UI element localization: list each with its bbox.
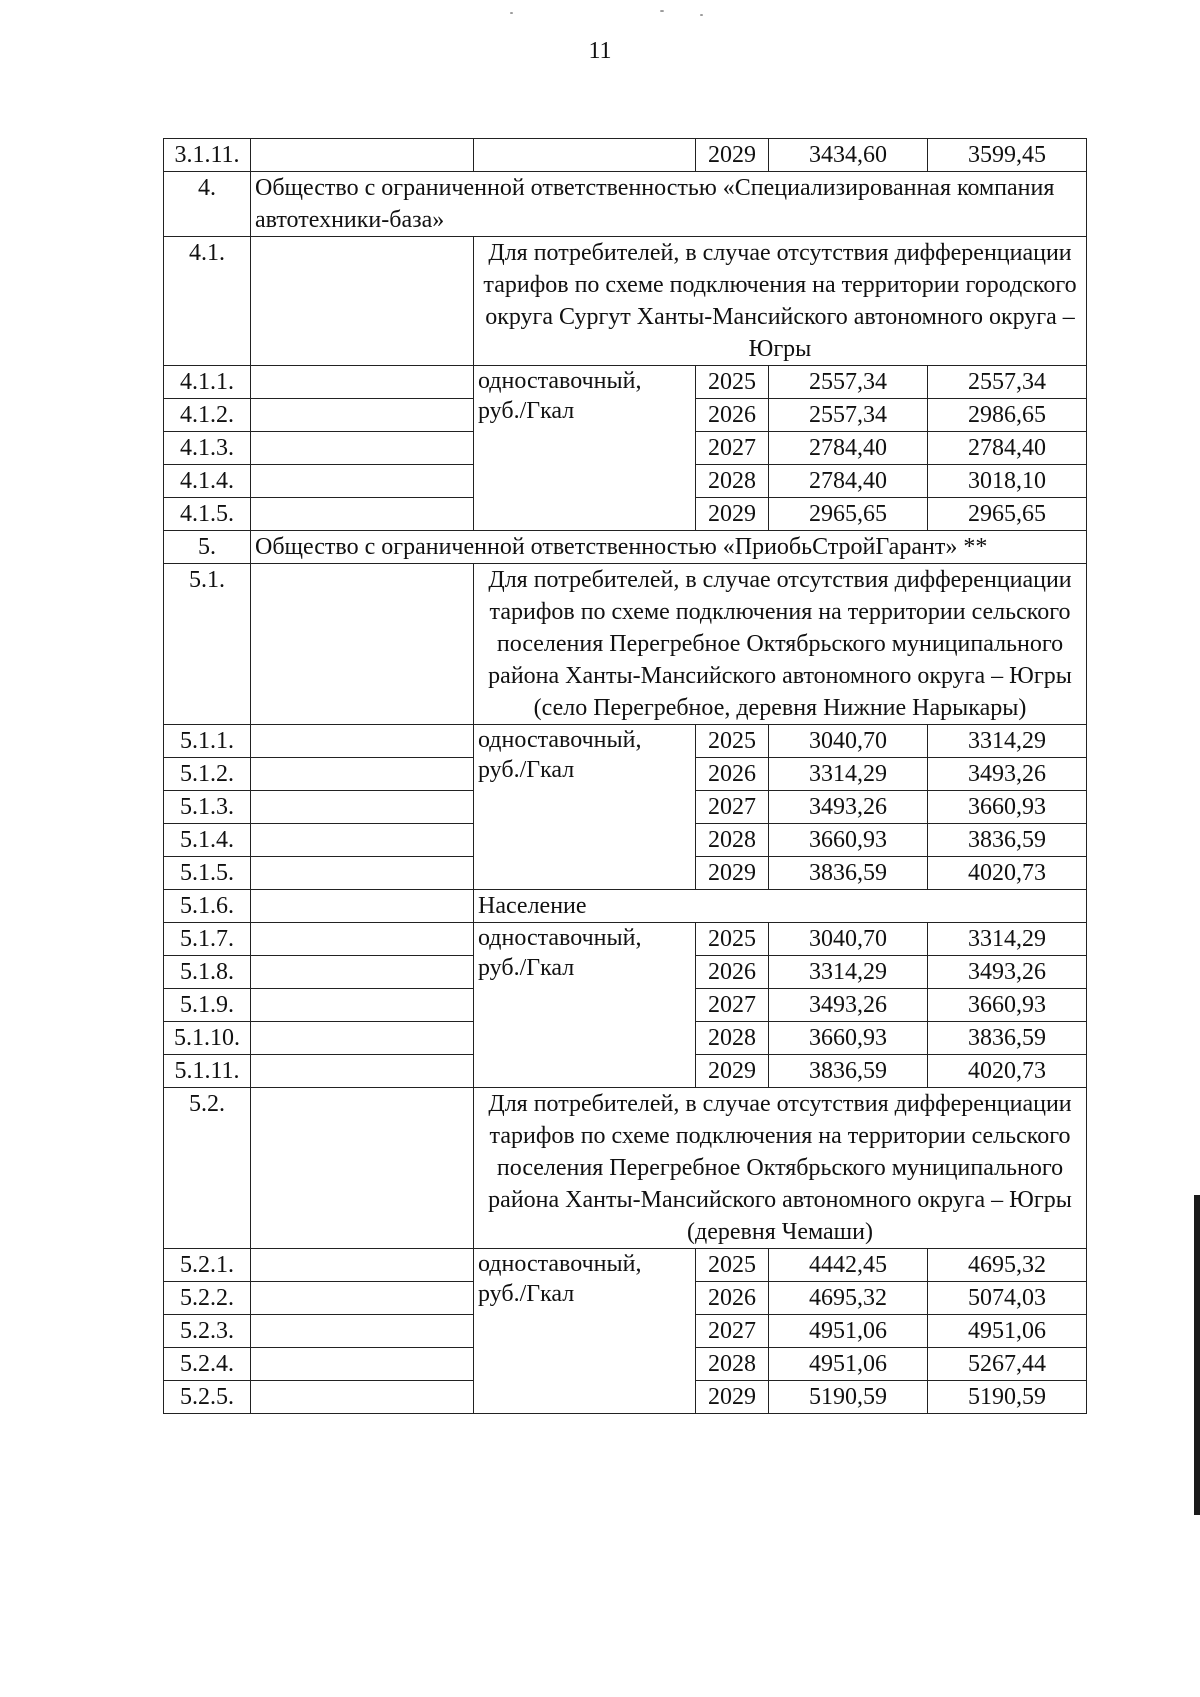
empty-cell bbox=[251, 1055, 474, 1088]
empty-cell bbox=[251, 923, 474, 956]
empty-cell bbox=[251, 399, 474, 432]
year-cell: 2027 bbox=[696, 791, 769, 824]
tariff-value-2: 3660,93 bbox=[928, 989, 1087, 1022]
tariff-value-2: 2965,65 bbox=[928, 498, 1087, 531]
row-number: 5.2.1. bbox=[164, 1249, 251, 1282]
row-number: 4.1.1. bbox=[164, 366, 251, 399]
table-row bbox=[164, 139, 1087, 172]
row-number: 3.1.11. bbox=[164, 139, 251, 172]
empty-cell bbox=[251, 139, 474, 172]
table-row bbox=[164, 1249, 1087, 1282]
row-number: 4.1.4. bbox=[164, 465, 251, 498]
organization-name: Общество с ограниченной ответственностью «ПриобьСтройГарант» ** bbox=[251, 531, 1087, 564]
scan-speck bbox=[700, 14, 703, 16]
year-cell: 2029 bbox=[696, 857, 769, 890]
tariff-value-1: 3836,59 bbox=[769, 857, 928, 890]
tariff-value-1: 3434,60 bbox=[769, 139, 928, 172]
empty-cell bbox=[251, 366, 474, 399]
consumer-description: Для потребителей, в случае отсутствия дифференциации тарифов по схеме подключения на территории городского округа Сургут Ханты-Мансийского автономного округа – Югры bbox=[474, 237, 1087, 366]
tariff-value-2: 2784,40 bbox=[928, 432, 1087, 465]
empty-cell bbox=[251, 725, 474, 758]
table-row bbox=[164, 725, 1087, 758]
tariff-value-2: 3314,29 bbox=[928, 923, 1087, 956]
scan-edge-bar bbox=[1194, 1195, 1200, 1515]
year-cell: 2028 bbox=[696, 465, 769, 498]
empty-cell bbox=[251, 956, 474, 989]
year-cell: 2029 bbox=[696, 1055, 769, 1088]
row-number: 5.1. bbox=[164, 564, 251, 725]
empty-cell bbox=[251, 791, 474, 824]
row-number: 5.2.2. bbox=[164, 1282, 251, 1315]
tariff-value-1: 2557,34 bbox=[769, 366, 928, 399]
table-row bbox=[164, 366, 1087, 399]
tariff-value-1: 3660,93 bbox=[769, 824, 928, 857]
tariff-value-2: 3493,26 bbox=[928, 758, 1087, 791]
tariff-value-1: 2557,34 bbox=[769, 399, 928, 432]
empty-cell bbox=[251, 989, 474, 1022]
scan-speck bbox=[660, 10, 664, 12]
year-cell: 2027 bbox=[696, 989, 769, 1022]
row-number: 5.2.3. bbox=[164, 1315, 251, 1348]
tariff-value-1: 3493,26 bbox=[769, 791, 928, 824]
tariff-value-1: 2784,40 bbox=[769, 465, 928, 498]
year-cell: 2027 bbox=[696, 432, 769, 465]
tariff-method: одноставочный, руб./Гкал bbox=[474, 725, 696, 890]
tariff-value-1: 3493,26 bbox=[769, 989, 928, 1022]
tariff-value-1: 4951,06 bbox=[769, 1348, 928, 1381]
tariff-value-1: 5190,59 bbox=[769, 1381, 928, 1414]
year-cell: 2028 bbox=[696, 824, 769, 857]
subsection-row bbox=[164, 564, 1087, 725]
table-row bbox=[164, 923, 1087, 956]
year-cell: 2026 bbox=[696, 758, 769, 791]
empty-cell bbox=[251, 890, 474, 923]
tariff-value-2: 5190,59 bbox=[928, 1381, 1087, 1414]
tariff-value-2: 5074,03 bbox=[928, 1282, 1087, 1315]
empty-cell bbox=[251, 564, 474, 725]
organization-name: Общество с ограниченной ответственностью «Специализированная компания автотехники-база» bbox=[251, 172, 1087, 237]
tariff-value-2: 4695,32 bbox=[928, 1249, 1087, 1282]
row-number: 5. bbox=[164, 531, 251, 564]
tariff-value-2: 3836,59 bbox=[928, 824, 1087, 857]
empty-cell bbox=[251, 432, 474, 465]
tariff-value-2: 3836,59 bbox=[928, 1022, 1087, 1055]
year-cell: 2027 bbox=[696, 1315, 769, 1348]
empty-cell bbox=[251, 1315, 474, 1348]
year-cell: 2026 bbox=[696, 1282, 769, 1315]
year-cell: 2028 bbox=[696, 1348, 769, 1381]
year-cell: 2029 bbox=[696, 1381, 769, 1414]
empty-cell bbox=[251, 1282, 474, 1315]
consumer-description: Для потребителей, в случае отсутствия дифференциации тарифов по схеме подключения на территории сельского поселения Перегребное Октябрьского муниципального района Ханты-Мансийского автономного округа – Югры (деревня Чемаши) bbox=[474, 1088, 1087, 1249]
empty-cell bbox=[251, 758, 474, 791]
organization-row bbox=[164, 531, 1087, 564]
row-number: 5.1.5. bbox=[164, 857, 251, 890]
tariff-table bbox=[163, 138, 1087, 1414]
row-number: 4.1.3. bbox=[164, 432, 251, 465]
empty-cell bbox=[251, 1348, 474, 1381]
tariff-value-1: 3314,29 bbox=[769, 956, 928, 989]
row-number: 5.1.1. bbox=[164, 725, 251, 758]
year-cell: 2025 bbox=[696, 366, 769, 399]
empty-cell bbox=[251, 1381, 474, 1414]
tariff-method: одноставочный, руб./Гкал bbox=[474, 366, 696, 531]
row-number: 5.1.6. bbox=[164, 890, 251, 923]
tariff-value-2: 3599,45 bbox=[928, 139, 1087, 172]
row-number: 4. bbox=[164, 172, 251, 237]
tariff-value-1: 3660,93 bbox=[769, 1022, 928, 1055]
tariff-value-2: 3493,26 bbox=[928, 956, 1087, 989]
year-cell: 2029 bbox=[696, 498, 769, 531]
empty-cell bbox=[251, 1088, 474, 1249]
row-number: 5.1.9. bbox=[164, 989, 251, 1022]
empty-cell bbox=[251, 237, 474, 366]
row-number: 4.1.2. bbox=[164, 399, 251, 432]
year-cell: 2026 bbox=[696, 956, 769, 989]
tariff-value-1: 3836,59 bbox=[769, 1055, 928, 1088]
year-cell: 2025 bbox=[696, 1249, 769, 1282]
page-number: 11 bbox=[588, 38, 612, 64]
row-number: 5.2.5. bbox=[164, 1381, 251, 1414]
empty-cell bbox=[251, 1022, 474, 1055]
population-label: Население bbox=[474, 890, 1087, 923]
row-number: 5.1.3. bbox=[164, 791, 251, 824]
year-cell: 2025 bbox=[696, 923, 769, 956]
tariff-method: одноставочный, руб./Гкал bbox=[474, 1249, 696, 1414]
consumer-description: Для потребителей, в случае отсутствия дифференциации тарифов по схеме подключения на территории сельского поселения Перегребное Октябрьского муниципального района Ханты-Мансийского автономного округа – Югры (село Перегребное, деревня Нижние Нарыкары) bbox=[474, 564, 1087, 725]
year-cell: 2028 bbox=[696, 1022, 769, 1055]
subsection-row bbox=[164, 1088, 1087, 1249]
tariff-value-1: 4695,32 bbox=[769, 1282, 928, 1315]
empty-cell bbox=[251, 465, 474, 498]
tariff-value-2: 2557,34 bbox=[928, 366, 1087, 399]
tariff-value-2: 4020,73 bbox=[928, 857, 1087, 890]
year-cell: 2026 bbox=[696, 399, 769, 432]
row-number: 5.1.4. bbox=[164, 824, 251, 857]
tariff-method: одноставочный, руб./Гкал bbox=[474, 923, 696, 1088]
tariff-value-2: 5267,44 bbox=[928, 1348, 1087, 1381]
row-number: 5.1.10. bbox=[164, 1022, 251, 1055]
organization-row bbox=[164, 172, 1087, 237]
tariff-value-1: 2965,65 bbox=[769, 498, 928, 531]
tariff-value-1: 3040,70 bbox=[769, 725, 928, 758]
tariff-value-2: 2986,65 bbox=[928, 399, 1087, 432]
year-cell: 2029 bbox=[696, 139, 769, 172]
tariff-value-1: 2784,40 bbox=[769, 432, 928, 465]
subsection-row bbox=[164, 237, 1087, 366]
tariff-value-2: 4951,06 bbox=[928, 1315, 1087, 1348]
empty-cell bbox=[251, 1249, 474, 1282]
tariff-value-2: 3314,29 bbox=[928, 725, 1087, 758]
population-row bbox=[164, 890, 1087, 923]
tariff-value-2: 3660,93 bbox=[928, 791, 1087, 824]
empty-cell bbox=[474, 139, 696, 172]
empty-cell bbox=[251, 857, 474, 890]
row-number: 5.1.8. bbox=[164, 956, 251, 989]
empty-cell bbox=[251, 498, 474, 531]
tariff-value-1: 3314,29 bbox=[769, 758, 928, 791]
tariff-value-1: 4442,45 bbox=[769, 1249, 928, 1282]
tariff-value-1: 4951,06 bbox=[769, 1315, 928, 1348]
scan-speck bbox=[510, 12, 513, 14]
tariff-value-1: 3040,70 bbox=[769, 923, 928, 956]
row-number: 5.1.7. bbox=[164, 923, 251, 956]
tariff-value-2: 3018,10 bbox=[928, 465, 1087, 498]
empty-cell bbox=[251, 824, 474, 857]
row-number: 4.1.5. bbox=[164, 498, 251, 531]
row-number: 5.1.11. bbox=[164, 1055, 251, 1088]
tariff-value-2: 4020,73 bbox=[928, 1055, 1087, 1088]
row-number: 5.2. bbox=[164, 1088, 251, 1249]
row-number: 4.1. bbox=[164, 237, 251, 366]
year-cell: 2025 bbox=[696, 725, 769, 758]
row-number: 5.2.4. bbox=[164, 1348, 251, 1381]
row-number: 5.1.2. bbox=[164, 758, 251, 791]
